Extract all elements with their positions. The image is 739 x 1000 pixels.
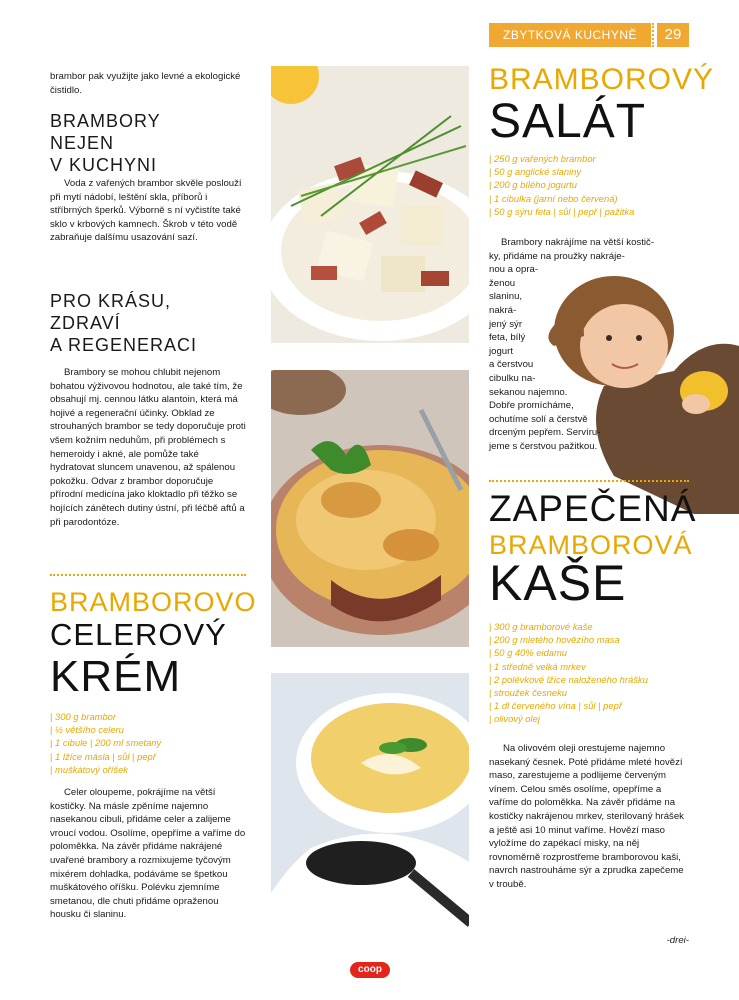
- potato-salad-photo-icon: [271, 66, 469, 343]
- recipe-title-salad-line2: SALÁT: [489, 95, 647, 148]
- header-divider: [652, 23, 656, 47]
- divider-dotted-2: [489, 480, 689, 482]
- recipe-title-soup-line3: KRÉM: [50, 652, 182, 701]
- recipe-title-puree-line2: BRAMBOROVÁ: [489, 530, 693, 560]
- page-number: 29: [657, 23, 689, 47]
- celery-soup-photo-icon: [271, 673, 469, 950]
- recipe-text-salad: Brambory nakrájíme na větší kostič- ky, přidáme na proužky nakrájе- nou a opra- ženou slaninu, nakrá- jený sýr feta, bílý jogurt a čerstvou cibulku na- sekanou najemno. Dobře promícháme, ochutíme solí a čerstvě drceným pepřem. Servíru- jeme s čerstvou pažitkou.: [489, 237, 655, 452]
- baked-mash-photo-icon: [271, 370, 469, 647]
- recipe-title-salad-line1: BRAMBOROVÝ: [489, 63, 715, 96]
- recipe-title-puree-line1: ZAPEČENÁ: [489, 488, 697, 529]
- recipe-text-soup: Celer oloupeme, pokrájíme na větší kostičky. Na másle zpěníme najemno nasekanou cibuli, přidáme celer a zalijeme vroucí vodou. Osolíme, opepříme a vaříme do poloměkka. Na závěr přidáme nakrájené uvařené brambory a rozmixujeme tyčovým mixérem dohladka, podáváme se špetkou muškátového oříšku. Polévku zjemníme smetanou, dle chuti přidáme opraženou housku či slaninu.: [50, 787, 246, 921]
- ingredients-salad: | 250 g vařených brambor | 50 g anglické slaniny | 200 g bílého jogurtu | 1 cibulka (jarní nebo červená) | 50 g sýru feta | sůl | pepř | pažitka: [489, 153, 635, 217]
- ingredients-puree: | 300 g bramborové kaše | 200 g mletého hovězího masa | 50 g 40% eidamu | 1 středně velká mrkev | 2 polévkové lžíce naloženého hrášku | stroužek česneku | 1 dl červeného vína | sůl | pepř | olivový olej: [489, 621, 648, 725]
- section-title-kitchen: BRAMBORY NEJEN V KUCHYNI: [50, 111, 161, 175]
- section-text-beauty: Brambory se mohou chlubit nejenom bohatou výživovou hodnotou, ale také tím, že obsahují mj. cennou látku alantoin, která má hojivé a regenerační účinky. Obklad ze strouhaných brambor se tedy doporučuje proti všem kožním neduhům, při problémech s hemeroidy i akné, ale pomůže také hydratovat sluncem unavenou, až spálenou pokožku. Odvar z brambor doporučuje přírodní medicína jako kloktadlo při těžko se hojících zánětech dutiny ústní, při léčbě aftů a při parodontóze.: [50, 367, 246, 528]
- section-title-beauty: PRO KRÁSU, ZDRAVÍ A REGENERACI: [50, 291, 198, 355]
- coop-logo: coop: [350, 962, 390, 978]
- recipe-text-puree: Na olivovém oleji orestujeme najemno nasekaný česnek. Poté přidáme mleté hovězí maso, zarestujeme a podlijeme červeným vínem. Celou směs osolíme, opepříme a vaříme do poloměkka. Na závěr přidáme na kostičky nakrájenou mrkev, sterilovaný hrášek a ještě asi 10 minut vaříme. Hovězí maso vyložíme do zapékací misky, na něj rovnoměrně rozprostřeme bramborovou kaši, navrch nastrouháme sýr a zprudka zapečeme v troubě.: [489, 743, 684, 890]
- recipe-title-soup-line1: BRAMBOROVO: [50, 587, 257, 617]
- section-label: ZBYTKOVÁ KUCHYNĚ: [489, 23, 651, 47]
- recipe-title-puree-line3: KAŠE: [489, 555, 627, 611]
- recipe-title-soup-line2: CELEROVÝ: [50, 617, 227, 652]
- ingredients-soup: | 300 g brambor | ½ většího celeru | 1 cibule | 200 ml smetany | 1 lžíce másla | sůl | pepř | muškátový oříšek: [50, 711, 162, 775]
- divider-dotted: [50, 574, 246, 576]
- intro-text: brambor pak využijte jako levné a ekologické čistidlo.: [50, 71, 241, 96]
- section-text-kitchen: Voda z vařených brambor skvěle poslouží při mytí nádobí, leštění skla, příborů i stříbrných šperků. Výborně s ní vyčistíte také sklo v krbových kamnech. Škrob v této vodě zabraňuje dalšímu usazování sazí.: [50, 178, 242, 244]
- author-signature: -drei-: [666, 935, 689, 946]
- section-header: [489, 23, 689, 47]
